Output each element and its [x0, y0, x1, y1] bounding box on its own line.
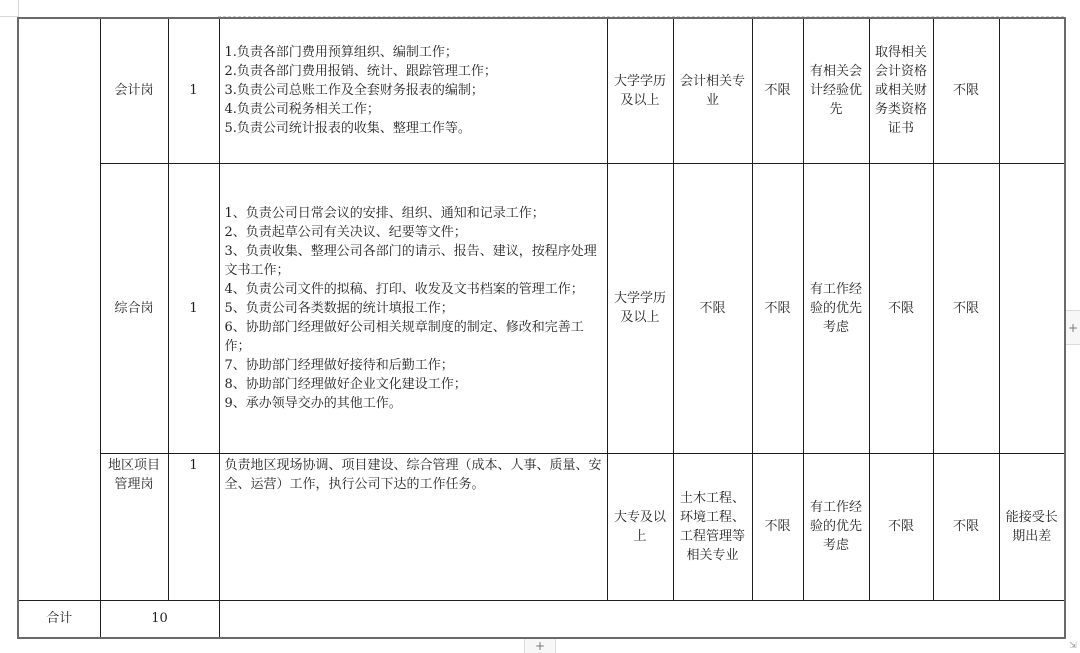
duty-line: 3、负责收集、整理公司各部门的请示、报告、建议，按程序处理文书工作； [224, 243, 597, 278]
position-cell[interactable]: 综合岗 [100, 163, 168, 453]
age-cell[interactable]: 不限 [752, 163, 803, 453]
other-requirement-cell[interactable]: 不限 [933, 453, 999, 600]
age-cell[interactable]: 不限 [752, 453, 803, 600]
duty-line: 1.负责各部门费用预算组织、编制工作； [224, 45, 458, 61]
duty-line: 9、承办领导交办的其他工作。 [224, 395, 402, 411]
certificate-cell[interactable]: 不限 [869, 453, 933, 600]
duty-line: 6、协助部门经理做好公司相关规章制度的制定、修改和完善工作； [224, 319, 584, 354]
duties-cell[interactable] [219, 18, 607, 163]
duty-line: 3.负责公司总账工作及全套财务报表的编制； [224, 83, 484, 99]
table-row [18, 163, 1065, 453]
duty-line: 2.负责各部门费用报销、统计、跟踪管理工作； [224, 64, 497, 80]
other-requirement-cell[interactable]: 不限 [933, 163, 999, 453]
education-cell[interactable]: 大专及以上 [607, 453, 673, 600]
experience-cell[interactable]: 有工作经验的优先考虑 [803, 453, 869, 600]
duties-cell[interactable] [219, 163, 607, 453]
department-cell[interactable] [18, 18, 100, 600]
certificate-cell[interactable]: 不限 [869, 163, 933, 453]
experience-cell[interactable]: 有相关会计经验优先 [803, 18, 869, 163]
other-requirement-cell[interactable]: 不限 [933, 18, 999, 163]
duty-line: 负责地区现场协调、项目建设、综合管理（成本、人事、质量、安全、运营）工作，执行公司下达的工作任务。 [224, 457, 602, 492]
table-row [18, 18, 1065, 163]
remarks-cell[interactable] [999, 163, 1065, 453]
table-resize-icon[interactable]: ⇲ [1069, 641, 1077, 651]
duty-line: 2、负责起草公司有关决议、纪要等文件； [224, 224, 467, 240]
total-row [18, 600, 1065, 638]
count-cell[interactable]: 1 [168, 453, 219, 600]
add-column-icon[interactable]: + [1066, 310, 1080, 345]
table-row [18, 453, 1065, 600]
education-cell[interactable]: 大学学历及以上 [607, 163, 673, 453]
total-label-cell[interactable]: 合计 [18, 600, 100, 638]
remarks-cell[interactable]: 能接受长期出差 [999, 453, 1065, 600]
count-cell[interactable]: 1 [168, 163, 219, 453]
add-row-icon[interactable]: + [524, 639, 556, 653]
major-cell[interactable]: 土木工程、环境工程、工程管理等相关专业 [673, 453, 752, 600]
total-empty-cell[interactable] [219, 600, 1065, 638]
duty-line: 8、协助部门经理做好企业文化建设工作； [224, 376, 467, 392]
duty-line: 4、负责公司文件的拟稿、打印、收发及文书档案的管理工作； [224, 281, 584, 297]
count-cell[interactable]: 1 [168, 18, 219, 163]
experience-cell[interactable]: 有工作经验的优先考虑 [803, 163, 869, 453]
duties-cell[interactable] [219, 453, 607, 600]
recruitment-table [17, 17, 1066, 639]
education-cell[interactable]: 大学学历及以上 [607, 18, 673, 163]
duty-line: 1、负责公司日常会议的安排、组织、通知和记录工作； [224, 205, 545, 221]
total-value-cell[interactable]: 10 [100, 600, 219, 638]
duty-line: 5.负责公司统计报表的收集、整理工作等。 [224, 121, 471, 137]
duty-line: 7、协助部门经理做好接待和后勤工作； [224, 357, 454, 373]
remarks-cell[interactable] [999, 18, 1065, 163]
age-cell[interactable]: 不限 [752, 18, 803, 163]
duty-line: 5、负责公司各类数据的统计填报工作； [224, 300, 454, 316]
page-margin-mark-horizontal [0, 16, 18, 17]
position-cell[interactable]: 会计岗 [100, 18, 168, 163]
duty-line: 4.负责公司税务相关工作； [224, 102, 380, 118]
page-margin-mark-vertical [18, 0, 19, 17]
major-cell[interactable]: 不限 [673, 163, 752, 453]
major-cell[interactable]: 会计相关专业 [673, 18, 752, 163]
position-cell[interactable]: 地区项目管理岗 [100, 453, 168, 600]
certificate-cell[interactable]: 取得相关会计资格或相关财务类资格证书 [869, 18, 933, 163]
